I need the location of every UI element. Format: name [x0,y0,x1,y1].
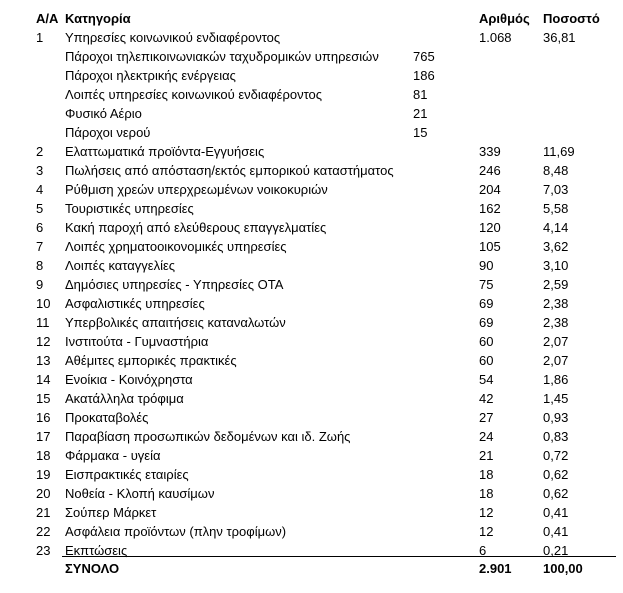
header-number: Αριθμός [479,11,530,26]
row-percent: 2,07 [543,353,569,368]
row-percent: 0,41 [543,524,569,539]
sub-row-value: 21 [413,106,428,121]
sub-row-value: 15 [413,125,428,140]
sub-row-label: Λοιπές υπηρεσίες κοινωνικού ενδιαφέροντος [65,87,323,102]
table-row [0,180,623,199]
row-aa: 6 [36,220,44,235]
table-row [0,351,623,370]
row-number: 54 [479,372,494,387]
row-number: 120 [479,220,501,235]
row-number: 60 [479,334,494,349]
row-aa: 22 [36,524,51,539]
table-row [0,446,623,465]
row-aa: 12 [36,334,51,349]
row-percent: 0,62 [543,467,569,482]
row-category: Ελαττωματικά προϊόντα-Εγγυήσεις [65,144,265,159]
row-category: Παραβίαση προσωπικών δεδομένων και ιδ. Ζωής [65,429,351,444]
table-row [0,522,623,541]
total-divider [62,556,616,557]
table-row [0,199,623,218]
header-aa: Α/Α [36,11,59,26]
row-aa: 16 [36,410,51,425]
table-header [0,9,623,28]
sub-row [0,123,623,142]
row-percent: 0,21 [543,543,569,558]
row-aa: 13 [36,353,51,368]
row-aa: 19 [36,467,51,482]
row-aa: 21 [36,505,51,520]
row-number: 1.068 [479,30,512,45]
table-row [0,142,623,161]
table-row [0,294,623,313]
table-row [0,275,623,294]
table-row [0,408,623,427]
row-percent: 0,93 [543,410,569,425]
sub-row-label: Πάροχοι νερού [65,125,151,140]
row-category: Ασφαλιστικές υπηρεσίες [65,296,205,311]
row-percent: 0,72 [543,448,569,463]
row-category: Δημόσιες υπηρεσίες - Υπηρεσίες ΟΤΑ [65,277,284,292]
row-aa: 23 [36,543,51,558]
row-category: Προκαταβολές [65,410,149,425]
row-percent: 11,69 [543,144,575,159]
row-aa: 5 [36,201,44,216]
row-number: 162 [479,201,501,216]
row-aa: 1 [36,30,44,45]
row-number: 27 [479,410,494,425]
row-aa: 2 [36,144,44,159]
row-category: Υπερβολικές απαιτήσεις καταναλωτών [65,315,286,330]
row-percent: 1,86 [543,372,569,387]
table-row [0,503,623,522]
row-category: Σούπερ Μάρκετ [65,505,157,520]
row-aa: 10 [36,296,51,311]
row-aa: 9 [36,277,44,292]
row-number: 69 [479,296,494,311]
row-percent: 3,10 [543,258,569,273]
row-aa: 3 [36,163,44,178]
table-row [0,484,623,503]
row-aa: 4 [36,182,44,197]
sub-row [0,104,623,123]
sub-row [0,85,623,104]
header-percent: Ποσοστό [543,11,600,26]
table-row [0,237,623,256]
row-percent: 2,38 [543,296,569,311]
row-number: 246 [479,163,501,178]
row-category: Ασφάλεια προϊόντων (πλην τροφίμων) [65,524,287,539]
row-category: Εισπρακτικές εταιρίες [65,467,189,482]
total-row [0,559,623,578]
row-number: 90 [479,258,494,273]
row-number: 69 [479,315,494,330]
row-aa: 17 [36,429,51,444]
row-number: 204 [479,182,501,197]
row-percent: 4,14 [543,220,569,235]
row-percent: 2,59 [543,277,569,292]
row-number: 18 [479,467,494,482]
row-aa: 11 [36,315,50,330]
row-number: 18 [479,486,494,501]
row-category: Υπηρεσίες κοινωνικού ενδιαφέροντος [65,30,281,45]
row-percent: 0,83 [543,429,569,444]
row-percent: 8,48 [543,163,569,178]
sub-row [0,66,623,85]
row-number: 105 [479,239,501,254]
row-percent: 0,62 [543,486,569,501]
table-row [0,161,623,180]
table-row [0,313,623,332]
row-category: Νοθεία - Κλοπή καυσίμων [65,486,215,501]
total-label: ΣΥΝΟΛΟ [65,561,120,576]
table-row [0,332,623,351]
total-number: 2.901 [479,561,512,576]
row-percent: 3,62 [543,239,569,254]
table-row [0,256,623,275]
row-percent: 36,81 [543,30,576,45]
table-row [0,370,623,389]
row-aa: 18 [36,448,51,463]
sub-row-label: Πάροχοι ηλεκτρικής ενέργειας [65,68,236,83]
row-category: Λοιπές χρηματοοικονομικές υπηρεσίες [65,239,287,254]
sub-row-value: 765 [413,49,435,64]
row-percent: 7,03 [543,182,569,197]
row-percent: 2,07 [543,334,569,349]
table-row [0,28,623,47]
row-percent: 5,58 [543,201,569,216]
row-category: Αθέμιτες εμπορικές πρακτικές [65,353,237,368]
sub-row-label: Πάροχοι τηλεπικοινωνιακών ταχυδρομικών υπηρεσιών [65,49,379,64]
row-number: 24 [479,429,494,444]
row-category: Φάρμακα - υγεία [65,448,161,463]
sub-row [0,47,623,66]
row-aa: 15 [36,391,51,406]
row-category: Εκπτώσεις [65,543,128,558]
row-category: Ακατάλληλα τρόφιμα [65,391,184,406]
row-aa: 8 [36,258,44,273]
row-percent: 1,45 [543,391,569,406]
row-number: 75 [479,277,494,292]
row-number: 21 [479,448,494,463]
sub-row-label: Φυσικό Αέριο [65,106,142,121]
row-aa: 20 [36,486,51,501]
table-row [0,389,623,408]
row-percent: 2,38 [543,315,569,330]
row-number: 12 [479,524,494,539]
header-category: Κατηγορία [65,11,131,26]
row-category: Κακή παροχή από ελεύθερους επαγγελματίες [65,220,327,235]
table-row [0,218,623,237]
row-number: 6 [479,543,487,558]
row-category: Πωλήσεις από απόσταση/εκτός εμπορικού καταστήματος [65,163,394,178]
row-number: 42 [479,391,494,406]
table-row [0,465,623,484]
row-category: Λοιπές καταγγελίες [65,258,176,273]
row-number: 12 [479,505,494,520]
row-category: Ρύθμιση χρεών υπερχρεωμένων νοικοκυριών [65,182,328,197]
row-category: Ενοίκια - Κοινόχρηστα [65,372,193,387]
sub-row-value: 81 [413,87,428,102]
sub-row-value: 186 [413,68,435,83]
row-aa: 14 [36,372,51,387]
row-number: 339 [479,144,501,159]
row-category: Ινστιτούτα - Γυμναστήρια [65,334,209,349]
table-row [0,427,623,446]
row-number: 60 [479,353,494,368]
row-aa: 7 [36,239,44,254]
row-category: Τουριστικές υπηρεσίες [65,201,194,216]
row-percent: 0,41 [543,505,569,520]
total-percent: 100,00 [543,561,583,576]
table-row [0,541,623,560]
